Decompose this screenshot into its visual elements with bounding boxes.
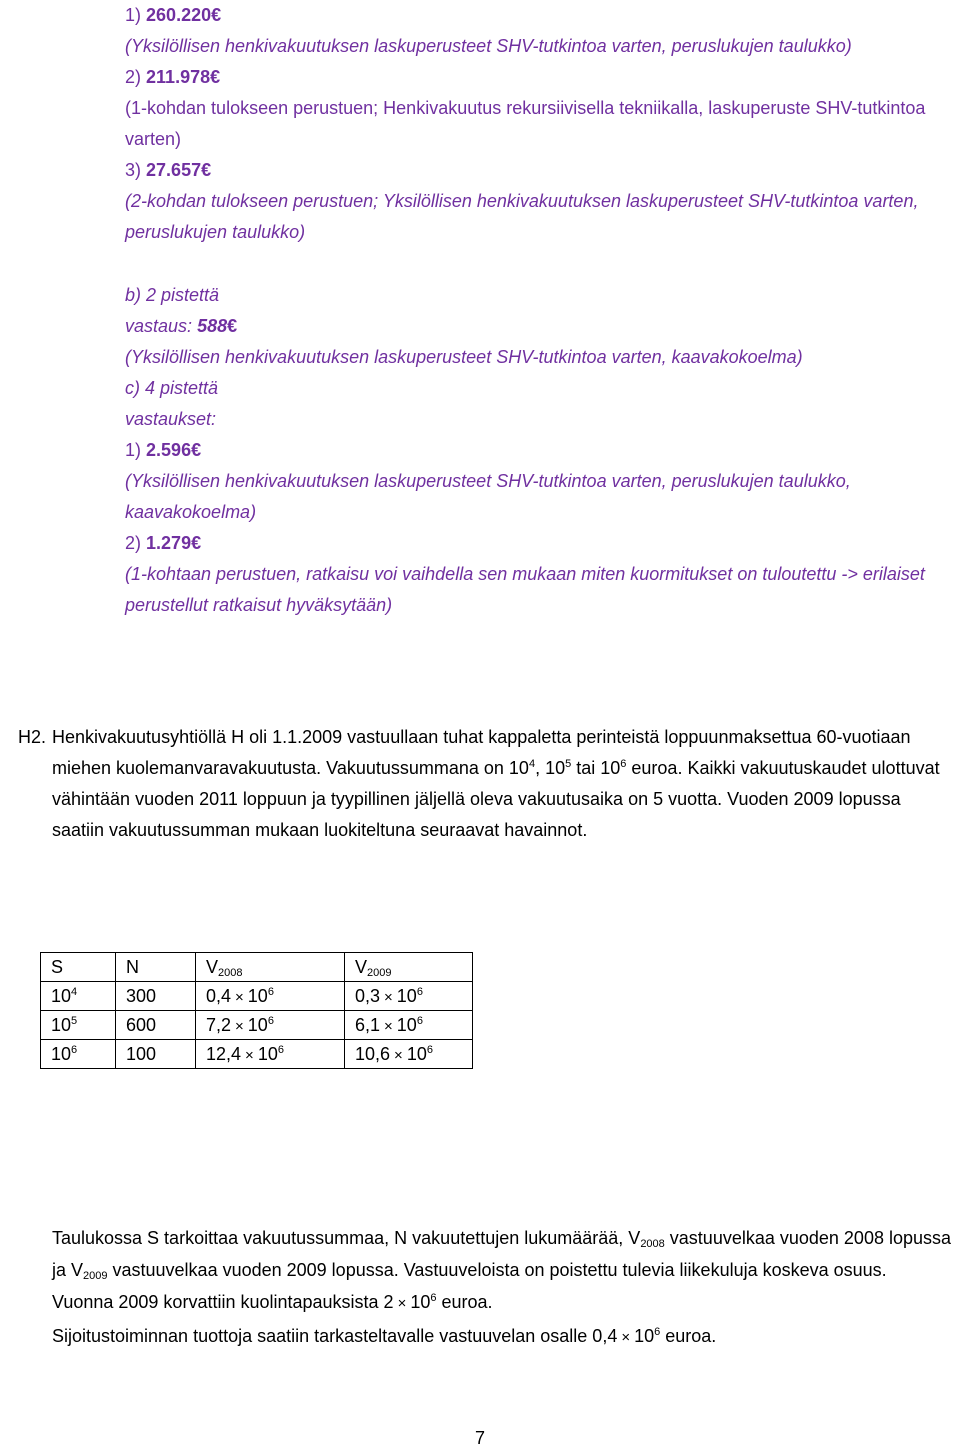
cell-s [41, 1011, 116, 1040]
answer-label: vastaus: [125, 316, 193, 336]
euro-symbol: € [191, 440, 202, 460]
answer-value: 588 [197, 316, 228, 336]
question-text-part: , 10 [535, 758, 566, 778]
exponent: 6 [654, 1326, 661, 1338]
cell-s [41, 982, 116, 1011]
cell-base: 10 [247, 985, 268, 1006]
notes-text: euroa. [660, 1326, 717, 1346]
cell-coefficient: 12,4 [206, 1043, 242, 1064]
cell-coefficient: 6,1 [355, 1014, 381, 1035]
cell-v2009 [345, 1011, 473, 1040]
notes-text: Sijoitustoiminnan tuottoja saatiin tarkasteltavalle vastuuvelan osalle 0,4 [52, 1326, 618, 1346]
answer-3 [125, 155, 955, 186]
answer-note: (Yksilöllisen henkivakuutuksen laskuperusteet SHV-tutkintoa varten, peruslukujen taulukko) [125, 36, 852, 56]
euro-symbol: € [191, 533, 202, 553]
cell-n: 100 [116, 1040, 196, 1069]
cell-base: 10 [396, 1014, 417, 1035]
header-n: N [116, 953, 196, 982]
times-symbol: × [394, 1046, 403, 1064]
question-text-part: tai 10 [571, 758, 621, 778]
header-base: V [355, 956, 368, 977]
exponent: 4 [528, 758, 536, 770]
cell-coefficient: 10,6 [355, 1043, 391, 1064]
answer-number: 2) [125, 67, 142, 87]
cell-base: 10 [247, 1014, 268, 1035]
answer-1 [125, 0, 955, 31]
euro-symbol: € [201, 160, 212, 180]
answer-number: 1) [125, 440, 142, 460]
question-text [52, 722, 942, 846]
question-text-part: euroa. Kaikki vakuutuskaudet ulottuvat vähintään vuoden 2011 loppuun ja tyypillinen jäljellä oleva vakuutusaika on 5 vuotta. Vuoden 2009 lopussa saatiin vakuutussumman mukaan luokiteltuna seuraavat havainnot. [52, 758, 940, 840]
exponent: 6 [267, 1014, 274, 1027]
answer-note: (Yksilöllisen henkivakuutuksen laskuperusteet SHV-tutkintoa varten, kaavakokoelma) [125, 347, 803, 367]
answer-number: 1) [125, 5, 142, 25]
answer-c1 [125, 435, 955, 466]
answer-value: 1.279 [146, 533, 192, 553]
part-b-heading: b) 2 pistettä [125, 285, 220, 305]
cell-base: 10 [406, 1043, 427, 1064]
subscript: 2008 [640, 1238, 665, 1250]
exponent: 6 [620, 758, 627, 770]
times-symbol: × [245, 1046, 254, 1064]
answer-value: 2.596 [146, 440, 192, 460]
times-symbol: × [384, 1017, 393, 1035]
question-text-part: Henkivakuutusyhtiöllä H oli 1.1.2009 vastuullaan tuhat kappaletta perinteistä loppuunmaksettua 60-vuotiaan miehen kuolemanvaravakuutusta. Vakuutussummana on 10 [52, 727, 911, 778]
header-s: S [41, 953, 116, 982]
table-row [41, 1011, 473, 1040]
answer-section [125, 0, 955, 621]
answer-value: 260.220 [146, 5, 212, 25]
cell-v2009 [345, 982, 473, 1011]
times-symbol: × [621, 1329, 631, 1346]
notes-text: vastuuvelkaa vuoden 2009 lopussa. Vastuuveloista on poistettu tulevia liikekuluja koskeva osuus. Vuonna 2009 korvattiin kuolintapauksista 2 [52, 1260, 887, 1312]
notes-text: 10 [410, 1292, 431, 1312]
table-header-row [41, 953, 473, 982]
part-b-answer [125, 311, 955, 342]
times-symbol: × [235, 1017, 244, 1035]
cell-v2008 [196, 1040, 345, 1069]
header-v2009 [345, 953, 473, 982]
spacer [125, 248, 955, 280]
cell-coefficient: 0,4 [206, 985, 232, 1006]
times-symbol: × [235, 988, 244, 1006]
observations-table [40, 952, 473, 1069]
answer-value: 211.978 [146, 67, 211, 87]
times-symbol: × [397, 1295, 407, 1312]
notes-text: 10 [634, 1326, 655, 1346]
cell-base: 10 [51, 1043, 72, 1064]
cell-base: 10 [51, 1014, 72, 1035]
exponent: 6 [277, 1043, 284, 1056]
answer-note: (1-kohdan tulokseen perustuen; Henkivakuutus rekursiivisella tekniikalla, laskuperuste SHV-tutkintoa varten) [125, 98, 926, 149]
cell-s [41, 1040, 116, 1069]
table-notes [52, 1222, 952, 1354]
cell-coefficient: 7,2 [206, 1014, 232, 1035]
subscript: 2009 [83, 1270, 108, 1282]
notes-text: Taulukossa S tarkoittaa vakuutussummaa, N vakuutettujen lukumäärää, V [52, 1228, 641, 1248]
cell-coefficient: 0,3 [355, 985, 381, 1006]
cell-n: 600 [116, 1011, 196, 1040]
exponent: 6 [426, 1043, 433, 1056]
euro-symbol: € [227, 316, 238, 336]
answer-number: 3) [125, 160, 142, 180]
question-label: H2. [18, 727, 47, 747]
part-c-heading: c) 4 pistettä [125, 378, 219, 398]
answer-value: 27.657 [146, 160, 202, 180]
euro-symbol: € [210, 67, 221, 87]
exponent: 5 [565, 758, 572, 770]
answer-2 [125, 62, 955, 93]
notes-paragraph [52, 1320, 952, 1354]
cell-base: 10 [257, 1043, 278, 1064]
notes-text: euroa. [436, 1292, 493, 1312]
header-subscript: 2008 [218, 966, 243, 979]
header-base: V [206, 956, 219, 977]
answer-note: (1-kohtaan perustuen, ratkaisu voi vaihdella sen mukaan miten kuormitukset on tuloutettu -> erilaiset perustellut ratkaisut hyväksytään) [125, 564, 925, 615]
exponent: 6 [416, 985, 423, 998]
answer-number: 2) [125, 533, 142, 553]
notes-text: vastuuvelkaa vuoden 2008 lopussa ja V [52, 1228, 952, 1280]
cell-v2008 [196, 1011, 345, 1040]
exponent: 6 [71, 1043, 78, 1056]
header-subscript: 2009 [367, 966, 392, 979]
answer-note: (2-kohdan tulokseen perustuen; Yksilöllisen henkivakuutuksen laskuperusteet SHV-tutkintoa varten, peruslukujen taulukko) [125, 191, 919, 242]
answer-note: (Yksilöllisen henkivakuutuksen laskuperusteet SHV-tutkintoa varten, peruslukujen taulukko, kaavakokoelma) [125, 471, 851, 522]
exponent: 4 [71, 985, 78, 998]
cell-v2009 [345, 1040, 473, 1069]
cell-base: 10 [396, 985, 417, 1006]
cell-n: 300 [116, 982, 196, 1011]
notes-paragraph [52, 1222, 952, 1320]
cell-base: 10 [51, 985, 72, 1006]
exponent: 6 [267, 985, 274, 998]
exponent: 5 [71, 1014, 78, 1027]
euro-symbol: € [211, 5, 222, 25]
answer-c2 [125, 528, 955, 559]
exponent: 6 [430, 1292, 437, 1304]
table-row [41, 1040, 473, 1069]
part-c-label: vastaukset: [125, 409, 217, 429]
page-number: 7 [474, 1428, 485, 1448]
times-symbol: × [384, 988, 393, 1006]
table-row [41, 982, 473, 1011]
header-v2008 [196, 953, 345, 982]
exponent: 6 [416, 1014, 423, 1027]
cell-v2008 [196, 982, 345, 1011]
